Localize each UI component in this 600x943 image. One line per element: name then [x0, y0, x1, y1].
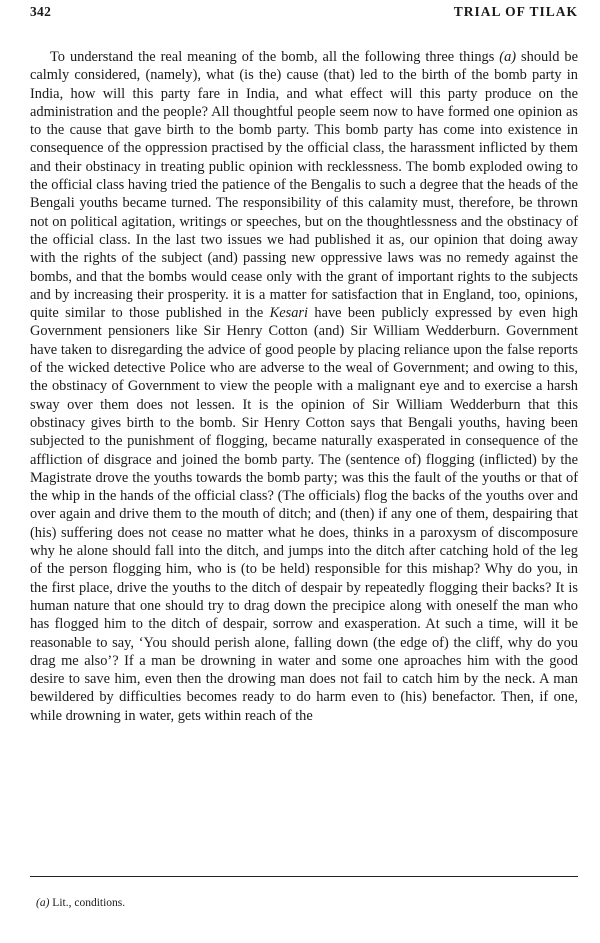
body-text-part-3: have been publicly expressed by even high Government pensioners like Sir Henry Cotton (and) Sir William Wedderburn. Government have taken to disregarding the advice of good people by placing reliance upon the false reports of the wicked detective Police who are adverse to the weal of Government; and owing to this, the obstinacy of Government to view the people with a malignant eye and to exercise a harsh sway over them does not lessen. It is the opinion of Sir William Wedderburn that this obstinacy gives birth to the bomb. Sir Henry Cotton says that Bengali youths, having been subjected to the punishment of flogging, became naturally exasperated in consequence of the affliction of disgrace and joined the bomb party. The (sentence of) flogging (inflicted) by the Magistrate drove the youths towards the bomb party; was this the fault of the youths or that of the whip in the hands of the official class? (The officials) flog the backs of the youths over and over again and drive them to the mouth of ditch; and (then) if any one of them, despairing that (his) suffering does not cease no matter what he does, thinks in a paroxysm of discomposure why he alone should fall into the ditch, and jumps into the ditch after catching hold of the leg of the person flogging him, who is (to be held) responsible for this mishap? Why do you, in the first place, drive the youths to the ditch of despair by repeatedly flogging their backs? It is human nature that one should try to drag down the precipice along with oneself the man who has flogged him to the ditch of despair, sorrow and exasperation. At such a time, will it be reasonable to say, ‘You should perish alone, falling down (the edge of) the cliff, why do you drag me also’? If a man be drowning in water and some one aproaches him with the good desire to save him, even then the drowing man does not fail to catch him by the neck. A man bewildered by difficulties becomes ready to do harm even to (his) benefactor. Then, if one, while drowning in water, gets within reach of the — [30, 305, 578, 724]
footnote-divider — [30, 876, 578, 877]
running-head: TRIAL OF TILAK — [453, 4, 578, 19]
footnote-reference: (a) — [499, 49, 517, 65]
footnote-mark: (a) — [36, 897, 50, 909]
body-paragraph — [30, 48, 578, 725]
page-number: 342 — [30, 4, 52, 19]
footnote — [36, 897, 125, 909]
page-header — [30, 0, 578, 24]
body-text-part-2: should be calmly considered, (namely), what (is the) cause (that) led to the birth of the bomb party in India, how will this party fare in India, and what effect will this party produce on the administration and the people? All thoughtful people seem now to have formed one opinion as to the cause that gave birth to the bomb party. This bomb party has come into existence in consequence of the oppression practised by the official class, the harassment inflicted by them and their obstinacy in treating public opinion with recklessness. The bomb exploded owing to the official class having tried the patience of the Bengalis to such a degree that the heads of the Bengali youths became turned. The responsibility of this calamity must, therefore, be thrown not on political agitation, writings or speeches, but on the thoughtlessness and the obstinacy of the official class. In the last two issues we had published it as, our opinion that doing away with the rights of the subject (and) passing new oppressive laws was no remedy against the bombs, and that the bombs would cease only with the grant of important rights to the subjects and by increasing their prosperity. it is a matter for satisfaction that in England, too, opinions, quite similar to those published in the — [30, 49, 578, 322]
newspaper-title: Kesari — [269, 305, 309, 322]
footnote-text: Lit., conditions. — [49, 897, 126, 909]
body-text-part-1: To understand the real meaning of the bomb, all the following three things — [50, 49, 500, 65]
